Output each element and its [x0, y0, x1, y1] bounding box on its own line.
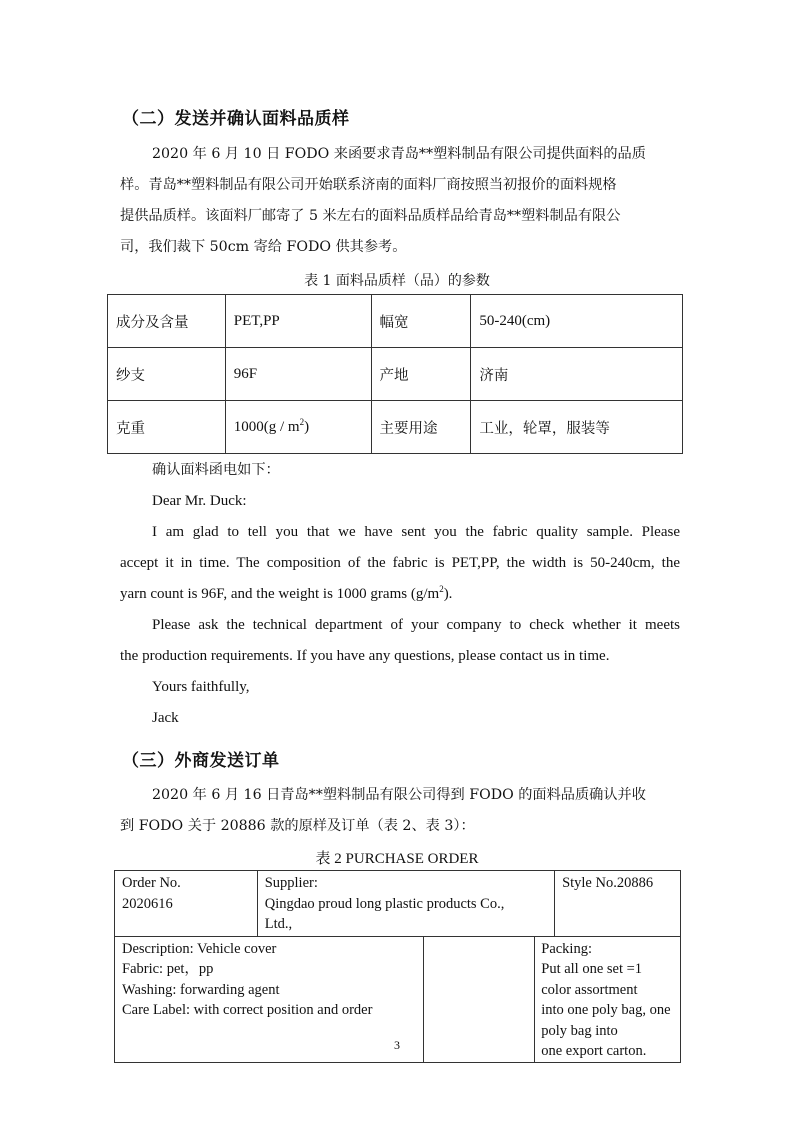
- table-cell: 纱支: [108, 348, 226, 401]
- letter-line: accept it in time. The composition of the fabric is PET,PP, the width is 50-240cm, the: [120, 555, 680, 571]
- letter-closing: Yours faithfully,: [152, 679, 250, 695]
- table-cell: 工业，轮罩，服装等: [471, 401, 683, 454]
- letter-signature: Jack: [152, 710, 179, 726]
- letter-block: [120, 455, 680, 734]
- description-line: Fabric: pet，pp: [122, 961, 214, 977]
- supplier-label: Supplier:: [264, 875, 318, 891]
- table-cell: 主要用途: [371, 401, 471, 454]
- table-row: [108, 348, 683, 401]
- page-number: 3: [394, 1038, 400, 1052]
- weight-close: ): [304, 418, 310, 435]
- table-cell: 克重: [108, 401, 226, 454]
- description-line: Care Label: with correct position and order: [122, 1002, 373, 1018]
- table-cell: 产地: [371, 348, 471, 401]
- paragraph-line: 2020 年 6 月 16 日青岛**塑料制品有限公司得到 FODO 的面料品质确认并收: [152, 787, 646, 803]
- description-line: Washing: forwarding agent: [122, 981, 280, 998]
- table-cell: 幅宽: [371, 295, 471, 348]
- table-row: [108, 295, 683, 348]
- paragraph-line: 到 FODO 关于 20886 款的原样及订单（表 2、表 3）：: [120, 818, 475, 834]
- table-cell: 50-240(cm): [471, 295, 683, 348]
- section-heading-order: （三）外商发送订单: [122, 751, 280, 771]
- supplier-line: Ltd.,: [264, 916, 293, 932]
- packing-line: Put all one set =1 color assortment: [541, 961, 643, 998]
- weight-value: 1000(g / m: [233, 418, 300, 435]
- supplier-cell: [257, 871, 554, 937]
- table-row: [115, 871, 681, 937]
- table-cell: 济南: [471, 348, 683, 401]
- letter-line: I am glad to tell you that we have sent you the fabric quality sample. Please: [152, 524, 680, 540]
- table-cell: 96F: [225, 348, 371, 401]
- superscript: 2: [439, 584, 444, 594]
- packing-line: into one poly bag, one poly bag into: [541, 1002, 671, 1039]
- order-no-value: 2020616: [122, 895, 173, 912]
- order-no-label: Order No.: [122, 875, 181, 891]
- table2-caption: 表 2 PURCHASE ORDER: [315, 851, 479, 867]
- table-cell-weight: [225, 401, 371, 454]
- paragraph-sample-request: [120, 139, 680, 263]
- paragraph-order-received: [120, 780, 680, 842]
- letter-salutation: Dear Mr. Duck:: [152, 493, 247, 509]
- paragraph-line: 提供品质样。该面料厂邮寄了 5 米左右的面料品质样品给青岛**塑料制品有限公: [120, 208, 621, 224]
- letter-line-with-sup: [120, 579, 680, 610]
- paragraph-line: 样。青岛**塑料制品有限公司开始联系济南的面料厂商按照当初报价的面料规格: [120, 177, 617, 193]
- description-line: Description: Vehicle cover: [122, 940, 277, 957]
- order-no-cell: [115, 871, 258, 937]
- packing-line: one export carton.: [541, 1043, 647, 1059]
- table-cell: PET,PP: [225, 295, 371, 348]
- superscript: 2: [299, 416, 305, 427]
- packing-line: Packing:: [541, 940, 592, 957]
- table1-caption: 表 1 面料品质样（品）的参数: [304, 273, 490, 289]
- letter-line-end: ).: [443, 586, 453, 602]
- paragraph-line: 司，我们裁下 50cm 寄给 FODO 供其参考。: [120, 239, 407, 255]
- purchase-order-table: [114, 870, 681, 1063]
- paragraph-line: 2020 年 6 月 10 日 FODO 来函要求青岛**塑料制品有限公司提供面料的品质: [152, 146, 646, 162]
- confirm-intro: 确认面料函电如下：: [152, 462, 280, 478]
- table-cell: 成分及含量: [108, 295, 226, 348]
- letter-line: Please ask the technical department of your company to check whether it meets: [152, 617, 680, 633]
- fabric-parameter-table: [107, 294, 683, 454]
- table-row: [108, 401, 683, 454]
- letter-line: yarn count is 96F, and the weight is 1000 grams (g/m: [120, 586, 440, 602]
- style-no-cell: Style No.20886: [555, 871, 681, 937]
- letter-line: the production requirements. If you have any questions, please contact us in time.: [120, 648, 610, 664]
- section-heading-sample-confirmation: （二）发送并确认面料品质样: [122, 109, 350, 129]
- supplier-line: Qingdao proud long plastic products Co.,: [264, 895, 505, 912]
